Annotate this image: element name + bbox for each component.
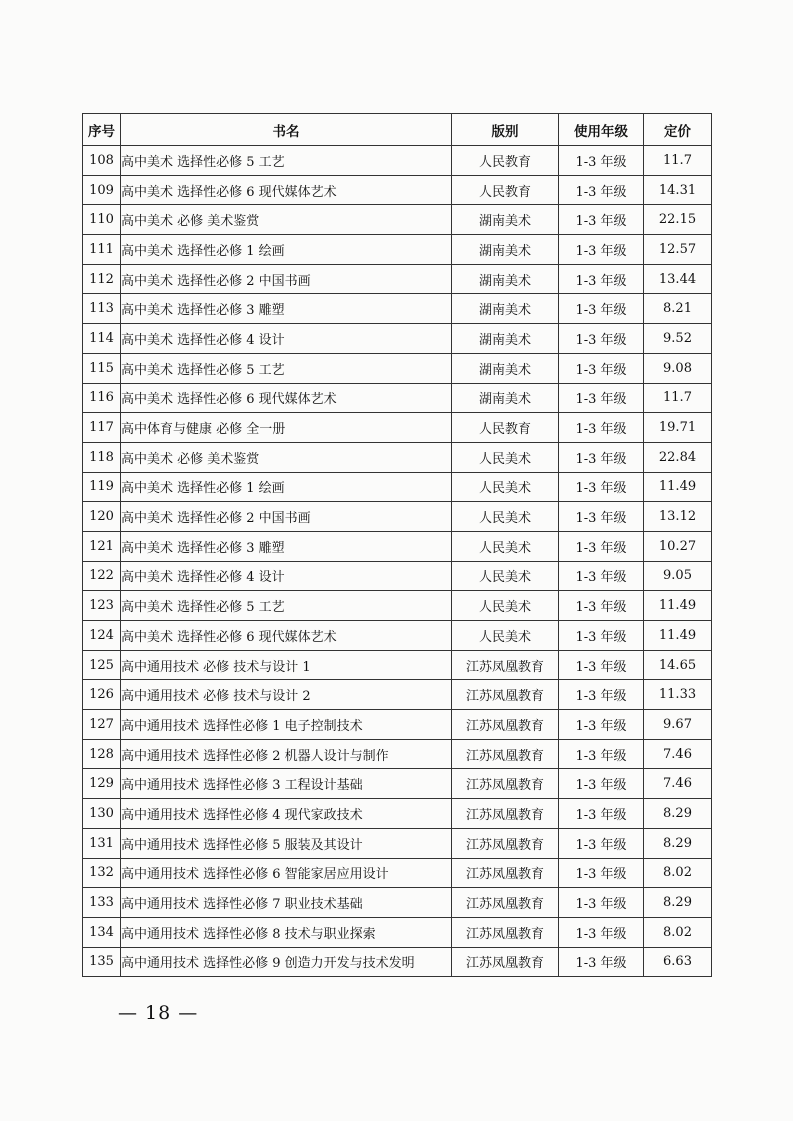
row-grade-level: 1-3 年级: [559, 858, 644, 888]
table-row: [83, 531, 712, 561]
row-publisher: 湖南美术: [452, 264, 559, 294]
row-price: 13.12: [644, 502, 712, 532]
row-publisher: 湖南美术: [452, 383, 559, 413]
row-publisher: 人民教育: [452, 413, 559, 443]
textbook-price-table: [82, 113, 712, 977]
row-serial-number: 113: [83, 294, 121, 324]
row-book-title: 高中通用技术 选择性必修 2 机器人设计与制作: [121, 739, 452, 769]
row-serial-number: 126: [83, 680, 121, 710]
table-row: [83, 650, 712, 680]
row-price: 8.29: [644, 828, 712, 858]
row-serial-number: 130: [83, 799, 121, 829]
page-number: — 18 —: [118, 1002, 199, 1024]
row-serial-number: 118: [83, 442, 121, 472]
table-row: [83, 146, 712, 176]
row-price: 7.46: [644, 769, 712, 799]
row-book-title: 高中通用技术 选择性必修 1 电子控制技术: [121, 710, 452, 740]
table-row: [83, 739, 712, 769]
row-grade-level: 1-3 年级: [559, 531, 644, 561]
row-price: 9.08: [644, 353, 712, 383]
row-serial-number: 115: [83, 353, 121, 383]
row-grade-level: 1-3 年级: [559, 561, 644, 591]
table-row: [83, 502, 712, 532]
row-serial-number: 114: [83, 324, 121, 354]
row-grade-level: 1-3 年级: [559, 799, 644, 829]
row-price: 7.46: [644, 739, 712, 769]
row-serial-number: 123: [83, 591, 121, 621]
row-price: 22.15: [644, 205, 712, 235]
row-serial-number: 129: [83, 769, 121, 799]
row-serial-number: 133: [83, 888, 121, 918]
row-publisher: 江苏凤凰教育: [452, 858, 559, 888]
row-grade-level: 1-3 年级: [559, 442, 644, 472]
row-serial-number: 132: [83, 858, 121, 888]
row-price: 8.02: [644, 858, 712, 888]
row-serial-number: 120: [83, 502, 121, 532]
header-book-title: 书名: [121, 114, 452, 146]
row-grade-level: 1-3 年级: [559, 294, 644, 324]
row-publisher: 江苏凤凰教育: [452, 680, 559, 710]
row-price: 11.49: [644, 621, 712, 651]
row-grade-level: 1-3 年级: [559, 680, 644, 710]
row-publisher: 江苏凤凰教育: [452, 888, 559, 918]
row-grade-level: 1-3 年级: [559, 502, 644, 532]
table-row: [83, 264, 712, 294]
row-price: 9.52: [644, 324, 712, 354]
row-price: 12.57: [644, 235, 712, 265]
row-serial-number: 125: [83, 650, 121, 680]
row-grade-level: 1-3 年级: [559, 383, 644, 413]
row-price: 11.7: [644, 146, 712, 176]
table-row: [83, 413, 712, 443]
row-price: 8.21: [644, 294, 712, 324]
row-publisher: 人民美术: [452, 561, 559, 591]
row-book-title: 高中美术 选择性必修 5 工艺: [121, 146, 452, 176]
row-book-title: 高中通用技术 选择性必修 4 现代家政技术: [121, 799, 452, 829]
table-row: [83, 294, 712, 324]
row-publisher: 人民美术: [452, 442, 559, 472]
row-price: 11.33: [644, 680, 712, 710]
row-price: 11.49: [644, 472, 712, 502]
row-grade-level: 1-3 年级: [559, 739, 644, 769]
row-book-title: 高中美术 选择性必修 1 绘画: [121, 472, 452, 502]
table-row: [83, 769, 712, 799]
row-publisher: 江苏凤凰教育: [452, 739, 559, 769]
row-grade-level: 1-3 年级: [559, 472, 644, 502]
row-grade-level: 1-3 年级: [559, 146, 644, 176]
row-book-title: 高中通用技术 选择性必修 3 工程设计基础: [121, 769, 452, 799]
row-price: 13.44: [644, 264, 712, 294]
table-row: [83, 917, 712, 947]
row-serial-number: 131: [83, 828, 121, 858]
table-row: [83, 472, 712, 502]
table-row: [83, 353, 712, 383]
row-serial-number: 119: [83, 472, 121, 502]
row-publisher: 湖南美术: [452, 294, 559, 324]
row-book-title: 高中美术 必修 美术鉴赏: [121, 442, 452, 472]
row-grade-level: 1-3 年级: [559, 591, 644, 621]
row-publisher: 湖南美术: [452, 205, 559, 235]
row-price: 19.71: [644, 413, 712, 443]
row-serial-number: 111: [83, 235, 121, 265]
row-grade-level: 1-3 年级: [559, 828, 644, 858]
row-serial-number: 134: [83, 917, 121, 947]
row-price: 22.84: [644, 442, 712, 472]
row-grade-level: 1-3 年级: [559, 175, 644, 205]
table-row: [83, 828, 712, 858]
row-book-title: 高中通用技术 必修 技术与设计 1: [121, 650, 452, 680]
row-publisher: 人民美术: [452, 591, 559, 621]
row-price: 8.29: [644, 888, 712, 918]
row-book-title: 高中通用技术 选择性必修 9 创造力开发与技术发明: [121, 947, 452, 977]
row-book-title: 高中通用技术 选择性必修 6 智能家居应用设计: [121, 858, 452, 888]
row-price: 9.05: [644, 561, 712, 591]
row-serial-number: 109: [83, 175, 121, 205]
table-row: [83, 888, 712, 918]
row-serial-number: 127: [83, 710, 121, 740]
row-publisher: 江苏凤凰教育: [452, 769, 559, 799]
table-row: [83, 235, 712, 265]
row-publisher: 人民美术: [452, 531, 559, 561]
row-publisher: 人民美术: [452, 621, 559, 651]
table-row: [83, 324, 712, 354]
table-row: [83, 710, 712, 740]
row-price: 6.63: [644, 947, 712, 977]
row-grade-level: 1-3 年级: [559, 888, 644, 918]
row-publisher: 江苏凤凰教育: [452, 917, 559, 947]
row-serial-number: 128: [83, 739, 121, 769]
row-grade-level: 1-3 年级: [559, 235, 644, 265]
row-book-title: 高中美术 选择性必修 4 设计: [121, 561, 452, 591]
header-edition-publisher: 版别: [452, 114, 559, 146]
row-book-title: 高中通用技术 选择性必修 5 服装及其设计: [121, 828, 452, 858]
header-serial-number: 序号: [83, 114, 121, 146]
row-publisher: 江苏凤凰教育: [452, 710, 559, 740]
row-price: 11.49: [644, 591, 712, 621]
row-price: 14.65: [644, 650, 712, 680]
row-book-title: 高中美术 选择性必修 3 雕塑: [121, 531, 452, 561]
table-row: [83, 858, 712, 888]
row-grade-level: 1-3 年级: [559, 264, 644, 294]
row-book-title: 高中美术 选择性必修 1 绘画: [121, 235, 452, 265]
row-price: 9.67: [644, 710, 712, 740]
row-serial-number: 122: [83, 561, 121, 591]
row-publisher: 人民美术: [452, 472, 559, 502]
row-serial-number: 108: [83, 146, 121, 176]
header-grade-level: 使用年级: [559, 114, 644, 146]
row-publisher: 人民教育: [452, 175, 559, 205]
table-row: [83, 175, 712, 205]
row-price: 14.31: [644, 175, 712, 205]
row-book-title: 高中通用技术 必修 技术与设计 2: [121, 680, 452, 710]
row-grade-level: 1-3 年级: [559, 413, 644, 443]
row-publisher: 人民美术: [452, 502, 559, 532]
header-price: 定价: [644, 114, 712, 146]
row-publisher: 江苏凤凰教育: [452, 828, 559, 858]
row-book-title: 高中美术 选择性必修 6 现代媒体艺术: [121, 175, 452, 205]
row-book-title: 高中美术 选择性必修 5 工艺: [121, 353, 452, 383]
row-grade-level: 1-3 年级: [559, 710, 644, 740]
row-serial-number: 135: [83, 947, 121, 977]
row-book-title: 高中通用技术 选择性必修 8 技术与职业探索: [121, 917, 452, 947]
row-book-title: 高中体育与健康 必修 全一册: [121, 413, 452, 443]
table-body: [83, 146, 712, 977]
row-book-title: 高中美术 选择性必修 5 工艺: [121, 591, 452, 621]
row-publisher: 湖南美术: [452, 235, 559, 265]
row-publisher: 江苏凤凰教育: [452, 650, 559, 680]
row-grade-level: 1-3 年级: [559, 947, 644, 977]
row-grade-level: 1-3 年级: [559, 650, 644, 680]
row-publisher: 江苏凤凰教育: [452, 799, 559, 829]
row-book-title: 高中美术 选择性必修 2 中国书画: [121, 264, 452, 294]
table-row: [83, 621, 712, 651]
table-row: [83, 205, 712, 235]
row-serial-number: 112: [83, 264, 121, 294]
row-price: 10.27: [644, 531, 712, 561]
row-price: 8.29: [644, 799, 712, 829]
row-book-title: 高中美术 选择性必修 6 现代媒体艺术: [121, 383, 452, 413]
table-row: [83, 799, 712, 829]
table-header-row: [83, 114, 712, 146]
row-serial-number: 121: [83, 531, 121, 561]
row-grade-level: 1-3 年级: [559, 324, 644, 354]
row-book-title: 高中美术 选择性必修 2 中国书画: [121, 502, 452, 532]
row-grade-level: 1-3 年级: [559, 621, 644, 651]
row-serial-number: 117: [83, 413, 121, 443]
table-row: [83, 442, 712, 472]
row-grade-level: 1-3 年级: [559, 769, 644, 799]
row-publisher: 湖南美术: [452, 353, 559, 383]
table-row: [83, 591, 712, 621]
row-price: 8.02: [644, 917, 712, 947]
table-row: [83, 383, 712, 413]
table-row: [83, 947, 712, 977]
table-row: [83, 680, 712, 710]
row-publisher: 人民教育: [452, 146, 559, 176]
row-price: 11.7: [644, 383, 712, 413]
table-row: [83, 561, 712, 591]
row-publisher: 湖南美术: [452, 324, 559, 354]
row-grade-level: 1-3 年级: [559, 917, 644, 947]
row-book-title: 高中通用技术 选择性必修 7 职业技术基础: [121, 888, 452, 918]
row-book-title: 高中美术 选择性必修 6 现代媒体艺术: [121, 621, 452, 651]
row-serial-number: 116: [83, 383, 121, 413]
row-book-title: 高中美术 选择性必修 4 设计: [121, 324, 452, 354]
row-serial-number: 110: [83, 205, 121, 235]
row-book-title: 高中美术 选择性必修 3 雕塑: [121, 294, 452, 324]
row-grade-level: 1-3 年级: [559, 205, 644, 235]
row-grade-level: 1-3 年级: [559, 353, 644, 383]
row-publisher: 江苏凤凰教育: [452, 947, 559, 977]
row-serial-number: 124: [83, 621, 121, 651]
row-book-title: 高中美术 必修 美术鉴赏: [121, 205, 452, 235]
